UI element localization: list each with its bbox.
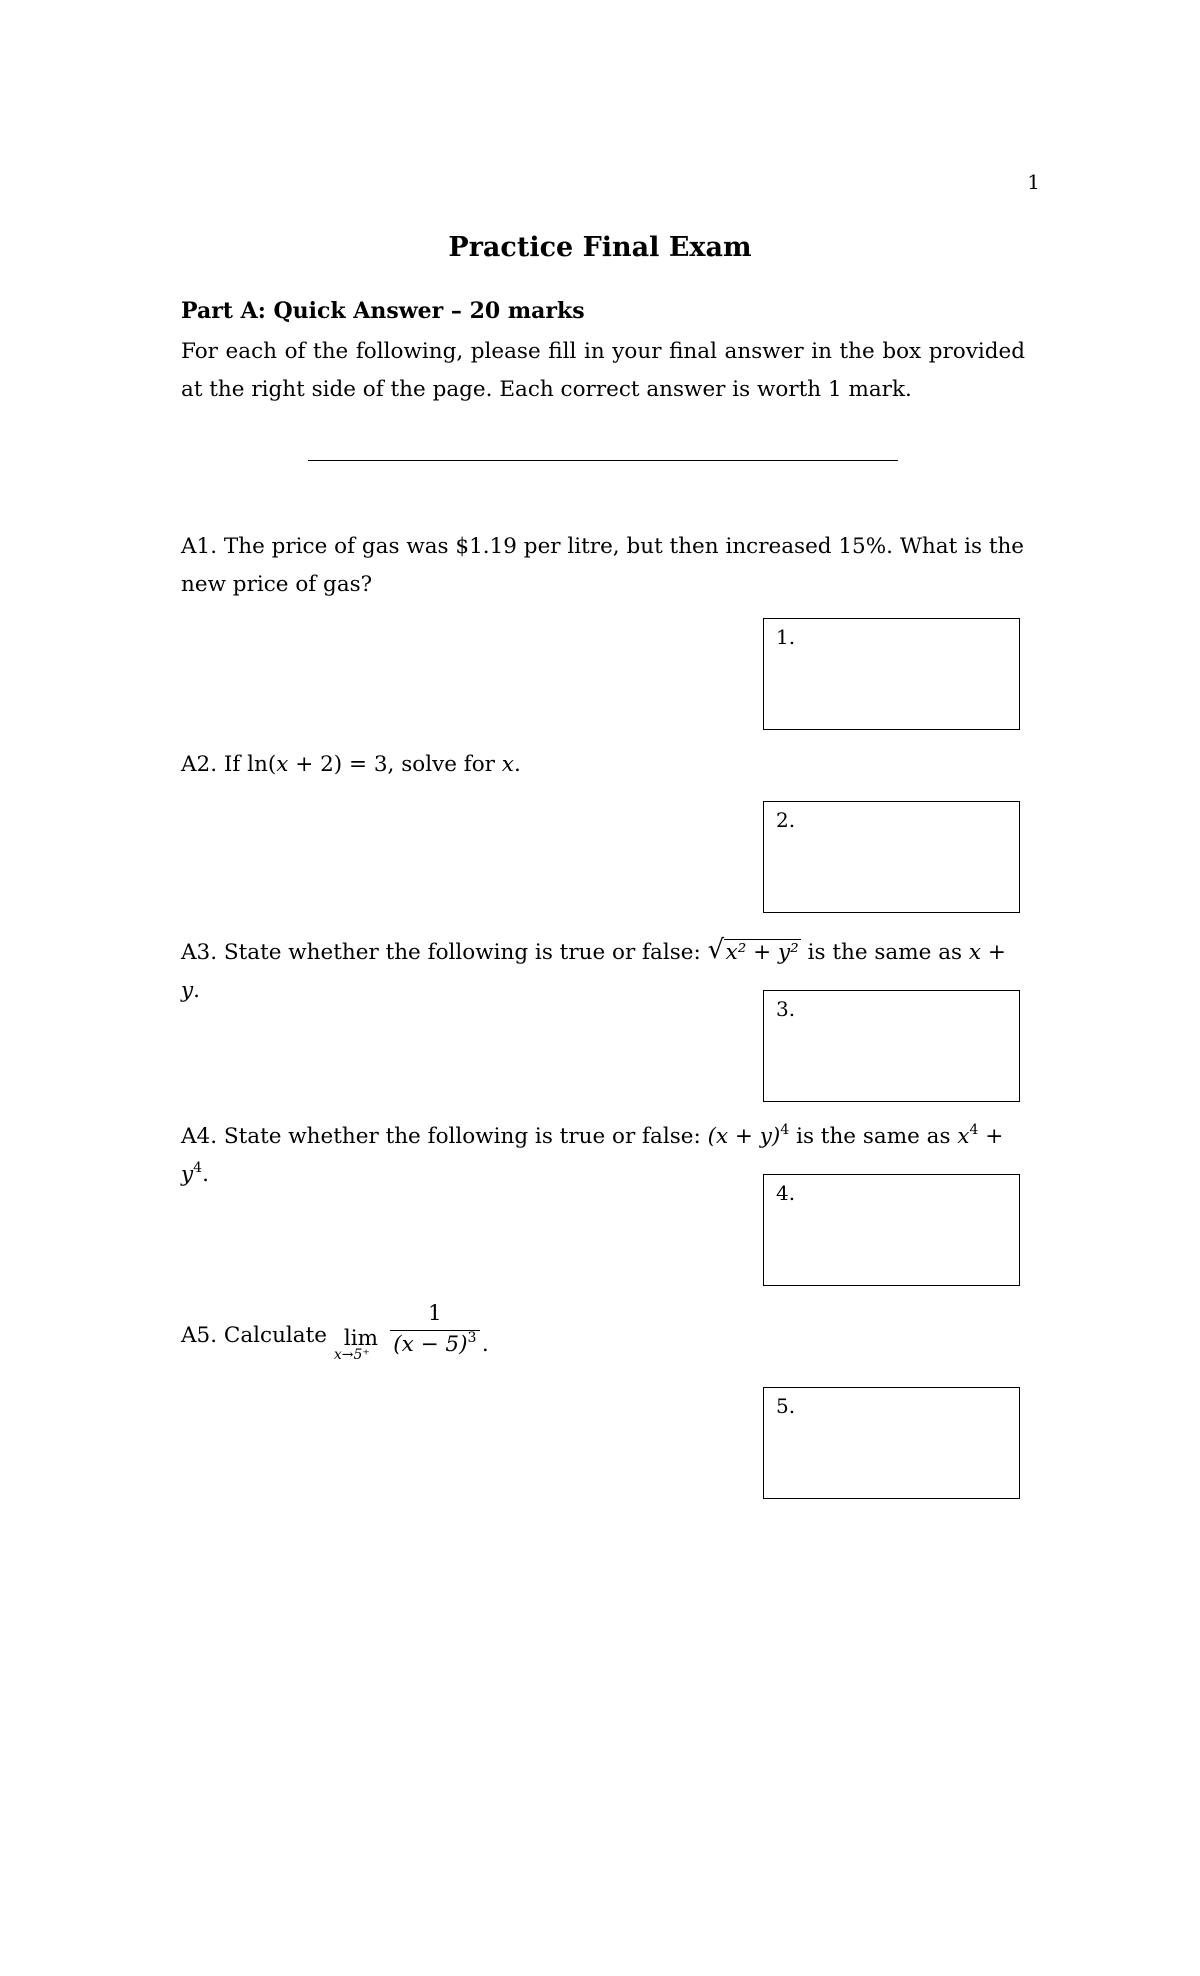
answer-box-label: 5.: [776, 1394, 796, 1418]
fraction-denominator: [390, 1331, 480, 1359]
question-text: is the same as: [807, 940, 963, 965]
page-title: Practice Final Exam: [448, 232, 752, 263]
page-number: 1: [1027, 170, 1040, 194]
radicand: x² + y²: [725, 940, 799, 965]
question-label: A2.: [181, 752, 218, 777]
answer-box-label: 3.: [776, 997, 796, 1021]
answer-box-label: 1.: [776, 625, 796, 649]
answer-box-4[interactable]: [763, 1174, 1020, 1286]
answer-box-3[interactable]: [763, 990, 1020, 1102]
question-label: A1.: [181, 534, 218, 559]
plus-sign: +: [978, 1124, 1004, 1149]
divider: [308, 460, 898, 461]
question-label: A3.: [181, 940, 218, 965]
answer-box-label: 4.: [776, 1181, 796, 1205]
exponent: 4: [193, 1160, 203, 1176]
denominator-base: (x − 5): [393, 1332, 468, 1357]
math-variable: y: [181, 1162, 194, 1187]
question-text: + 2) = 3, solve for: [288, 752, 502, 777]
question-a5: [181, 1301, 1025, 1366]
period: .: [481, 1332, 489, 1357]
exponent: 4: [780, 1122, 790, 1138]
exponent: 4: [969, 1122, 979, 1138]
radical-sign: √: [707, 935, 725, 965]
math-variable: x: [501, 752, 514, 777]
answer-box-1[interactable]: [763, 618, 1020, 730]
question-a2: [181, 746, 1025, 784]
sqrt-expression: [708, 934, 801, 972]
answer-box-5[interactable]: [763, 1387, 1020, 1499]
limit-expression: [333, 1301, 494, 1366]
question-text: State whether the following is true or false:: [223, 940, 701, 965]
question-a1: [181, 528, 1025, 604]
lim-subscript: x→5⁺: [333, 1347, 370, 1363]
math-expression: x + y: [181, 940, 1006, 1003]
fraction-numerator: 1: [427, 1301, 442, 1326]
question-text: is the same as: [796, 1124, 951, 1149]
question-text: The price of gas was $1.19 per litre, but then increased 15%. What is the new price of gas?: [181, 534, 1025, 597]
lim-operator: lim: [343, 1326, 378, 1351]
exponent: 3: [467, 1330, 477, 1346]
question-label: A5.: [181, 1323, 218, 1348]
fraction: [390, 1300, 480, 1359]
answer-box-2[interactable]: [763, 801, 1020, 913]
math-expression: (x + y): [707, 1124, 781, 1149]
math-variable: x: [957, 1124, 970, 1149]
answer-box-label: 2.: [776, 808, 796, 832]
instructions: For each of the following, please fill in your final answer in the box provided at the right side of the page. Each correct answer is worth 1 mark.: [181, 339, 1025, 402]
question-text: If ln(: [223, 752, 277, 777]
question-text: .: [202, 1162, 209, 1187]
question-text: .: [513, 752, 521, 777]
question-label: A4.: [181, 1124, 218, 1149]
question-text: Calculate: [223, 1323, 327, 1348]
part-heading: Part A: Quick Answer – 20 marks: [181, 298, 585, 324]
math-variable: x: [276, 752, 289, 777]
question-text: .: [193, 978, 200, 1003]
question-text: State whether the following is true or false:: [223, 1124, 701, 1149]
